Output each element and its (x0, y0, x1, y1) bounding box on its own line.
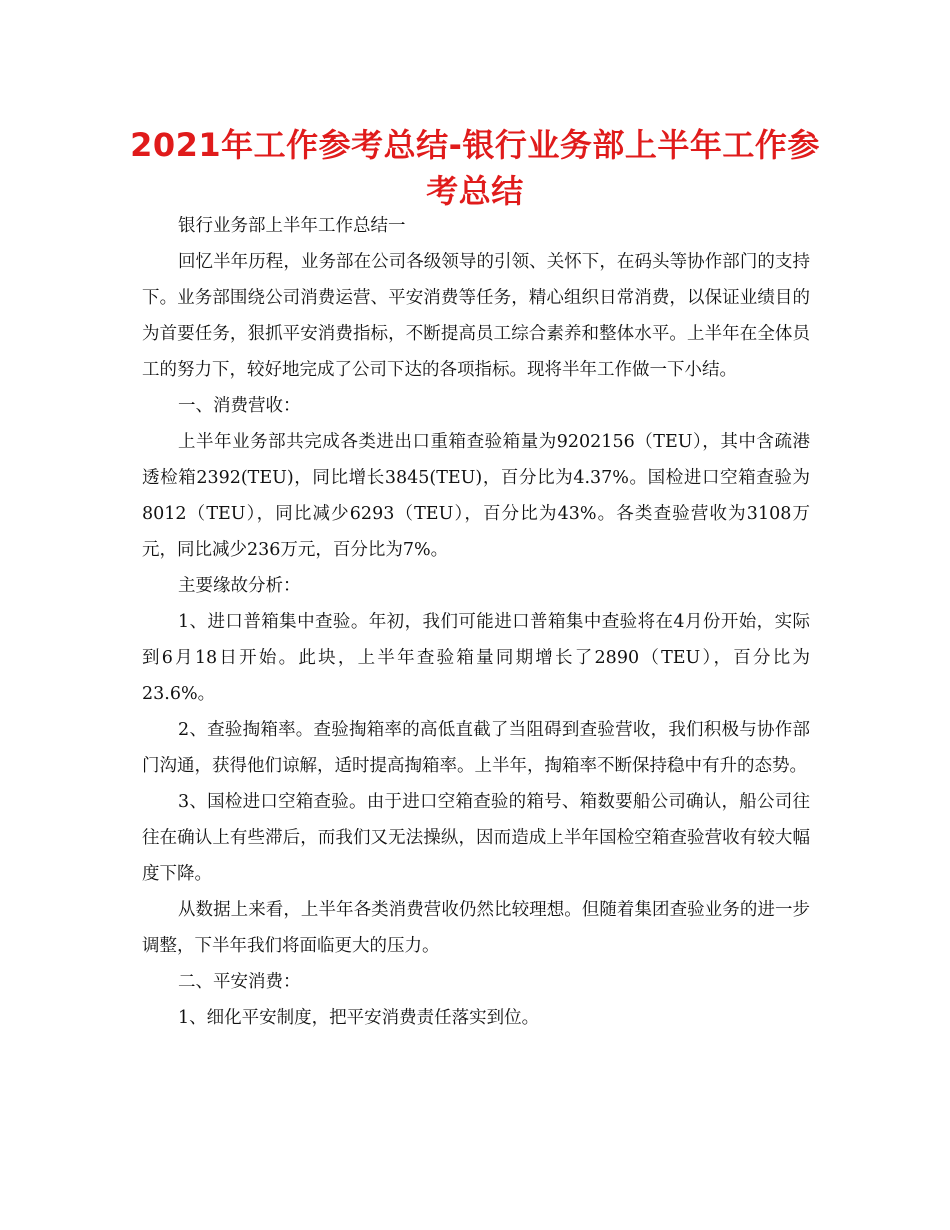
section-heading: 一、消费营收： (178, 396, 301, 416)
paragraph: 3、国检进口空箱查验。由于进口空箱查验的箱号、箱数要船公司确认，船公司往往在确认上有些滞后，而我们又无法操纵，因而造成上半年国检空箱查验营收有较大幅度下降。 (142, 792, 810, 884)
paragraph: 2、查验掏箱率。查验掏箱率的高低直截了当阻碍到查验营收，我们积极与协作部门沟通，获得他们谅解，适时提高掏箱率。上半年，掏箱率不断保持稳中有升的态势。 (142, 720, 810, 776)
document-body (142, 208, 810, 1036)
paragraph-subtitle: 银行业务部上半年工作总结一 (178, 216, 406, 236)
section-heading: 二、平安消费： (178, 972, 301, 992)
paragraph: 上半年业务部共完成各类进出口重箱查验箱量为9202156（TEU），其中含疏港透检箱2392(TEU)，同比增长3845(TEU)，百分比为4.37%。国检进口空箱查验为8012（TEU），同比减少6293（TEU），百分比为43%。各类查验营收为3108万元，同比减少236万元，百分比为7%。 (142, 432, 810, 560)
section-heading: 主要缘故分析： (178, 576, 301, 596)
paragraph: 1、进口普箱集中查验。年初，我们可能进口普箱集中查验将在4月份开始，实际到6月18日开始。此块，上半年查验箱量同期增长了2890（TEU），百分比为23.6%。 (142, 612, 810, 704)
paragraph: 从数据上来看，上半年各类消费营收仍然比较理想。但随着集团查验业务的进一步调整，下半年我们将面临更大的压力。 (142, 900, 810, 956)
paragraph: 1、细化平安制度，把平安消费责任落实到位。 (178, 1008, 540, 1028)
paragraph: 回忆半年历程，业务部在公司各级领导的引领、关怀下，在码头等协作部门的支持下。业务部围绕公司消费运营、平安消费等任务，精心组织日常消费，以保证业绩目的为首要任务，狠抓平安消费指标，不断提高员工综合素养和整体水平。上半年在全体员工的努力下，较好地完成了公司下达的各项指标。现将半年工作做一下小结。 (142, 252, 810, 380)
document-title: 2021年工作参考总结-银行业务部上半年工作参考总结 (130, 126, 820, 210)
